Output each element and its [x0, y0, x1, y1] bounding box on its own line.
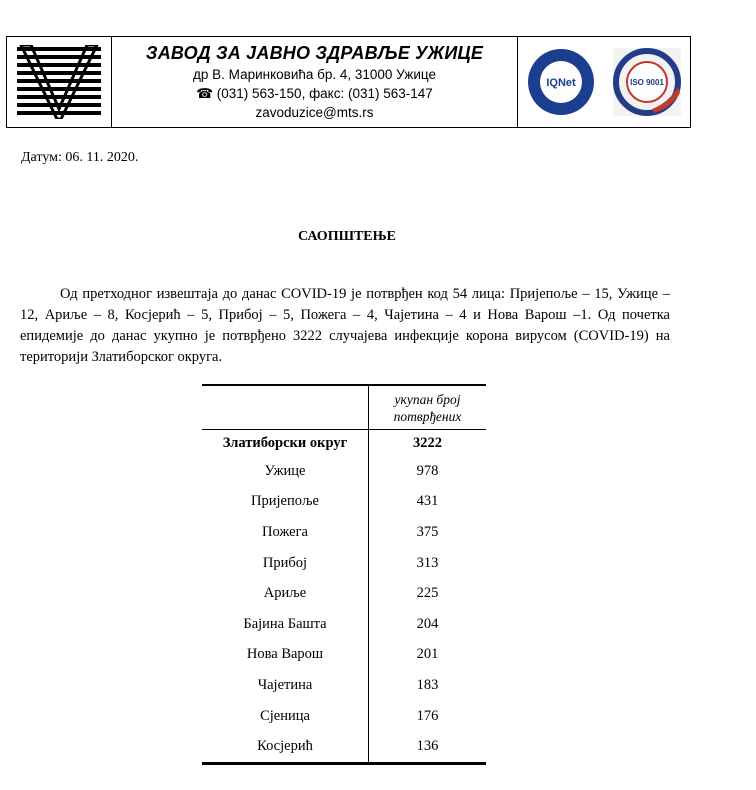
table-row-total: [202, 430, 486, 457]
institute-logo-icon: [17, 45, 101, 119]
case-count: 176: [369, 701, 487, 732]
table-row: [202, 731, 486, 763]
region-name: Ужице: [264, 462, 306, 479]
certification-logos: [518, 37, 690, 127]
document-heading: САОПШТЕЊЕ: [297, 229, 397, 244]
region-name: Косјерић: [202, 731, 369, 763]
case-count: 375: [369, 517, 487, 548]
column-header-total-line2: потврђених: [393, 408, 462, 424]
table-row: [202, 456, 486, 487]
case-count: 313: [369, 548, 487, 579]
case-count: 3222: [369, 430, 487, 457]
region-name: Златиборски округ: [222, 434, 348, 451]
case-count: 136: [369, 731, 487, 763]
region-name: Бајина Башта: [243, 615, 327, 632]
table-row: [202, 548, 486, 579]
iqnet-text: IQNet: [546, 77, 576, 89]
org-phone: ☎ (031) 563-150, факс: (031) 563-147: [196, 86, 433, 101]
iqnet-certification-icon: [526, 47, 596, 117]
iso-text: ISO 9001: [630, 78, 664, 87]
region-name: Ариље: [263, 585, 307, 602]
region-name: Чајетина: [257, 676, 313, 693]
iso-certification-icon: [612, 47, 682, 117]
case-count: 225: [369, 578, 487, 609]
org-address: др В. Маринковића бр. 4, 31000 Ужице: [193, 67, 436, 82]
letterhead: [6, 36, 691, 128]
announcement-paragraph: Од претходног извештаја до данас COVID-19 је потврђен код 54 лица: Пријепоље – 15, Ужице – 12, Ариље – 8, Косјерић – 5, Прибој – 5, Пожега – 4, Чајетина – 4 и Нова Варош –1. Од почетка епидемије до данас укупно је потврђено 3222 случајева инфекције корона вирусом (COVID-19) на територији Златиборског округа.: [20, 286, 670, 365]
table-header-row: [202, 385, 486, 430]
document-date: Датум: 06. 11. 2020.: [21, 150, 139, 165]
region-name: Пожега: [261, 523, 308, 540]
case-count: 183: [369, 670, 487, 701]
table-row: [202, 487, 486, 518]
table-row: [202, 578, 486, 609]
table-row: [202, 517, 486, 548]
column-header-total: [369, 385, 487, 430]
org-email: zavoduzice@mts.rs: [255, 105, 374, 120]
column-header-region: [202, 385, 369, 430]
region-name: Пријепоље: [251, 493, 319, 510]
org-name: ЗАВОД ЗА ЈАВНО ЗДРАВЉЕ УЖИЦЕ: [145, 43, 484, 63]
case-count: 431: [369, 487, 487, 518]
institute-logo: [7, 37, 112, 127]
table-row: [202, 609, 486, 640]
case-count: 204: [369, 609, 487, 640]
case-count: 978: [369, 456, 487, 487]
letterhead-info: [112, 37, 518, 127]
case-count: 201: [369, 640, 487, 671]
table-row: [202, 701, 486, 732]
region-name: Прибој: [262, 554, 308, 571]
region-name: Сјеница: [260, 707, 310, 724]
cases-table: [202, 384, 486, 765]
table-row: [202, 670, 486, 701]
region-name: Нова Варош: [246, 646, 324, 663]
table-row: [202, 640, 486, 671]
column-header-total-line1: укупан број: [394, 391, 461, 407]
